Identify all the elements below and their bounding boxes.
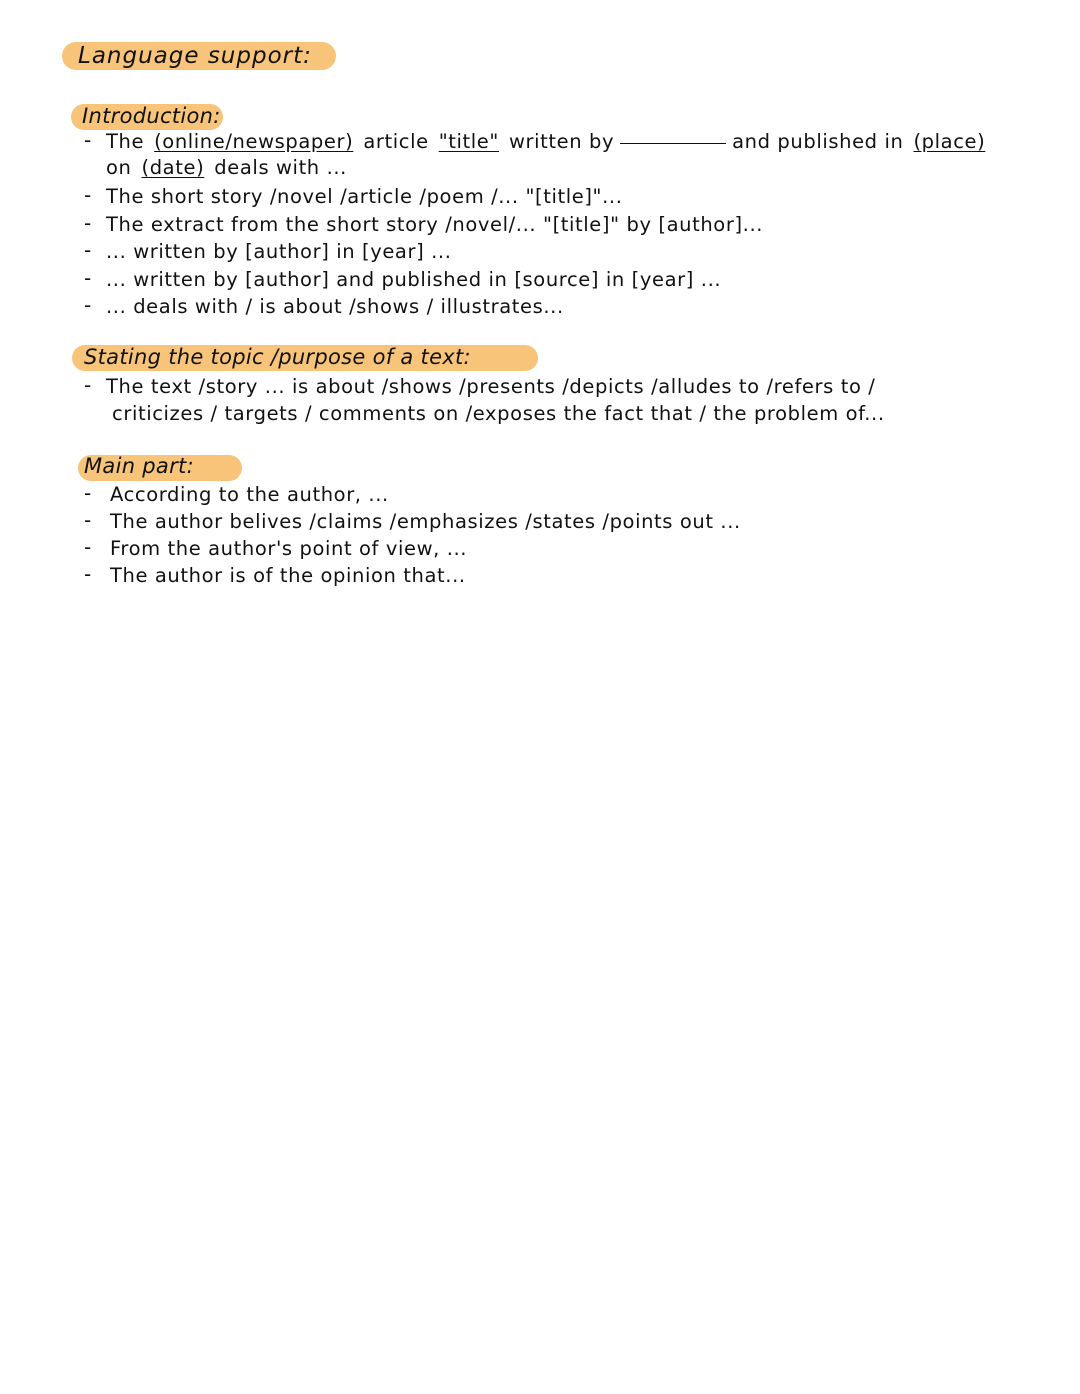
bullet-dash: -: [84, 562, 92, 586]
bullet-dash: -: [84, 535, 92, 559]
topic-heading: Stating the topic /purpose of a text:: [84, 345, 471, 369]
intro-item: The short story /novel /article /poem /... "[title]"...: [106, 185, 623, 208]
intro-item: ... deals with / is about /shows / illustrates...: [106, 295, 564, 318]
intro-item: ... written by [author] and published in [source] in [year] ...: [106, 268, 722, 291]
bullet-dash: -: [84, 128, 92, 152]
bullet-dash: -: [84, 293, 92, 317]
bullet-dash: -: [84, 183, 92, 207]
intro-word: article: [363, 130, 429, 153]
intro-placeholder-place: (place): [913, 130, 986, 153]
topic-line-1: The text /story ... is about /shows /presents /depicts /alludes to /refers to /: [106, 375, 876, 398]
topic-line-2: criticizes / targets / comments on /exposes the fact that / the problem of...: [112, 402, 885, 425]
intro-word: deals with ...: [214, 156, 347, 179]
main-part-heading: Main part:: [84, 454, 194, 478]
intro-word: on: [106, 156, 132, 179]
introduction-heading: Introduction:: [82, 104, 221, 128]
main-item: From the author's point of view, ...: [110, 537, 468, 560]
author-blank-line: [620, 142, 726, 144]
intro-item: The extract from the short story /novel/... "[title]" by [author]...: [106, 213, 764, 236]
bullet-dash: -: [84, 508, 92, 532]
bullet-dash: -: [84, 266, 92, 290]
intro-word: written by: [508, 130, 615, 153]
bullet-dash: -: [84, 238, 92, 262]
bullet-dash: -: [84, 211, 92, 235]
intro-item: ... written by [author] in [year] ...: [106, 240, 452, 263]
intro-line-1b: [106, 156, 347, 179]
main-item: The author belives /claims /emphasizes /states /points out ...: [110, 510, 741, 533]
page-title: Language support:: [78, 43, 312, 69]
intro-word: and published in: [732, 130, 904, 153]
bullet-dash: -: [84, 373, 92, 397]
main-item: According to the author, ...: [110, 483, 389, 506]
intro-word: The: [106, 130, 145, 153]
intro-placeholder-medium: (online/newspaper): [154, 130, 354, 153]
main-item: The author is of the opinion that...: [110, 564, 466, 587]
bullet-dash: -: [84, 481, 92, 505]
intro-placeholder-title: "title": [438, 130, 499, 153]
intro-line-1: [106, 130, 985, 153]
intro-placeholder-date: (date): [141, 156, 205, 179]
